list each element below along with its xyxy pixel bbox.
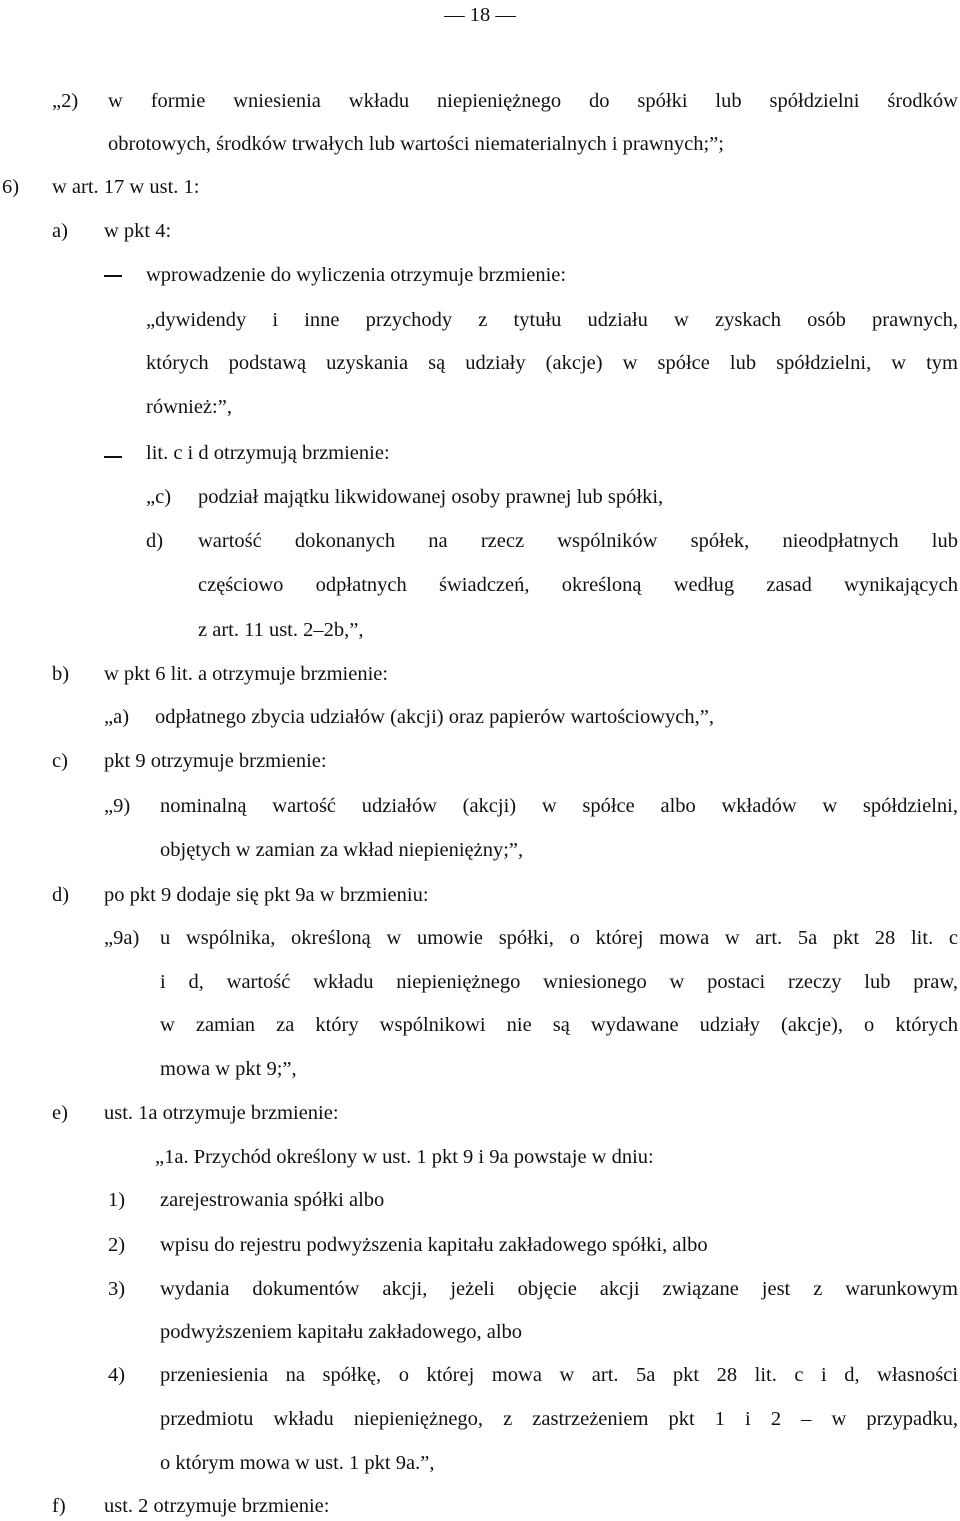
item-marker: a) — [52, 220, 68, 242]
item-marker: „9a) — [104, 927, 140, 949]
text-line: wydania dokumentów akcji, jeżeli objęcie akcji związane jest z warunkowym — [160, 1278, 958, 1300]
item-marker: 1) — [108, 1189, 126, 1211]
text-line: odpłatnego zbycia udziałów (akcji) oraz papierów wartościowych,”, — [155, 706, 714, 728]
text-line: w pkt 4: — [104, 220, 172, 242]
text-line: u wspólnika, określoną w umowie spółki, o której mowa w art. 5a pkt 28 lit. c — [160, 927, 958, 949]
item-marker: c) — [52, 750, 68, 772]
text-line: mowa w pkt 9;”, — [160, 1058, 297, 1080]
text-line: w art. 17 w ust. 1: — [52, 176, 200, 198]
text-line: i d, wartość wkładu niepieniężnego wniesionego w postaci rzeczy lub praw, — [160, 971, 958, 993]
text-line: o którym mowa w ust. 1 pkt 9a.”, — [160, 1452, 435, 1474]
dash-marker — [104, 275, 122, 277]
text-line: podwyższeniem kapitału zakładowego, albo — [160, 1321, 523, 1343]
text-line: wpisu do rejestru podwyższenia kapitału zakładowego spółki, albo — [160, 1234, 708, 1256]
text-line: ust. 1a otrzymuje brzmienie: — [104, 1102, 339, 1124]
dash-marker — [104, 456, 122, 458]
text-line: pkt 9 otrzymuje brzmienie: — [104, 750, 327, 772]
text-line: ust. 2 otrzymuje brzmienie: — [104, 1495, 330, 1517]
text-line: przeniesienia na spółkę, o której mowa w art. 5a pkt 28 lit. c i d, własności — [160, 1364, 958, 1386]
item-marker: d) — [146, 530, 164, 552]
text-line: „dywidendy i inne przychody z tytułu udziału w zyskach osób prawnych, — [146, 309, 958, 331]
text-line: po pkt 9 dodaje się pkt 9a w brzmieniu: — [104, 884, 429, 906]
item-marker: „9) — [104, 795, 131, 817]
item-marker: „c) — [146, 486, 172, 508]
text-line: wartość dokonanych na rzecz wspólników spółek, nieodpłatnych lub — [198, 530, 958, 552]
item-marker: e) — [52, 1102, 68, 1124]
item-marker: „a) — [104, 706, 130, 728]
item-marker: 2) — [108, 1234, 126, 1256]
page-number: — 18 — — [444, 4, 516, 26]
text-line: częściowo odpłatnych świadczeń, określoną według zasad wynikających — [198, 574, 958, 596]
text-line: w formie wniesienia wkładu niepieniężnego do spółki lub spółdzielni środków — [108, 90, 958, 112]
item-marker: 6) — [2, 176, 20, 198]
text-line: wprowadzenie do wyliczenia otrzymuje brzmienie: — [146, 264, 567, 286]
text-line: obrotowych, środków trwałych lub wartości niematerialnych i prawnych;”; — [108, 133, 724, 155]
text-line: w zamian za który wspólnikowi nie są wydawane udziały (akcje), o których — [160, 1014, 958, 1036]
text-line: „1a. Przychód określony w ust. 1 pkt 9 i 9a powstaje w dniu: — [155, 1146, 654, 1168]
item-marker: f) — [52, 1495, 66, 1517]
text-line: lit. c i d otrzymują brzmienie: — [146, 442, 390, 464]
item-marker: „2) — [52, 90, 79, 112]
text-line: w pkt 6 lit. a otrzymuje brzmienie: — [104, 663, 389, 685]
text-line: również:”, — [146, 396, 232, 418]
item-marker: 4) — [108, 1364, 126, 1386]
text-line: nominalną wartość udziałów (akcji) w spółce albo wkładów w spółdzielni, — [160, 795, 958, 817]
text-line: przedmiotu wkładu niepieniężnego, z zastrzeżeniem pkt 1 i 2 – w przypadku, — [160, 1408, 958, 1430]
text-line: podział majątku likwidowanej osoby prawnej lub spółki, — [198, 486, 664, 508]
text-line: których podstawą uzyskania są udziały (akcje) w spółce lub spółdzielni, w tym — [146, 352, 958, 374]
item-marker: d) — [52, 884, 70, 906]
text-line: zarejestrowania spółki albo — [160, 1189, 385, 1211]
item-marker: 3) — [108, 1278, 126, 1300]
text-line: objętych w zamian za wkład niepieniężny;”, — [160, 839, 524, 861]
item-marker: b) — [52, 663, 70, 685]
text-line: z art. 11 ust. 2–2b,”, — [198, 619, 364, 641]
